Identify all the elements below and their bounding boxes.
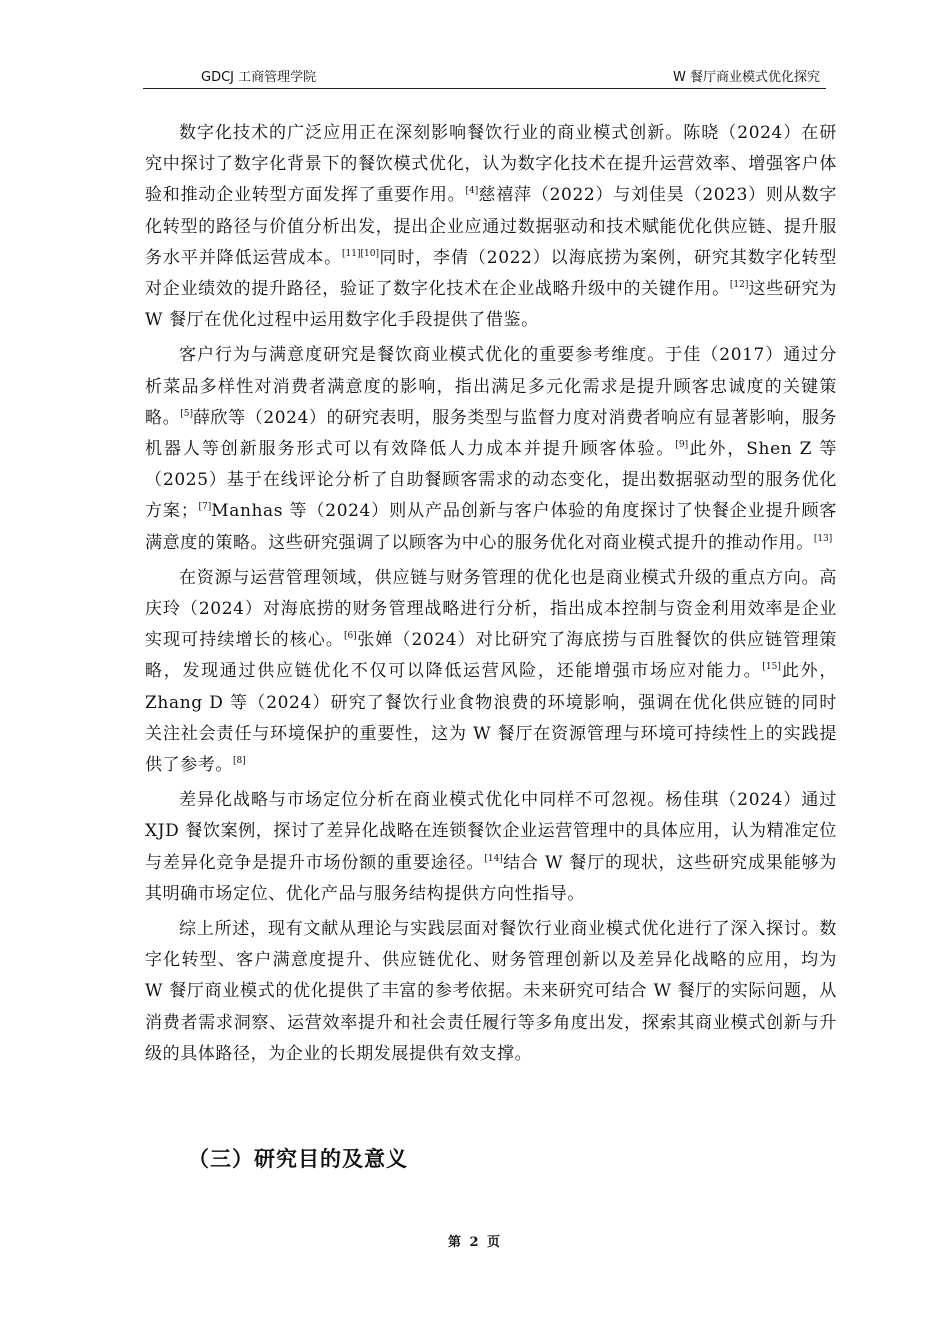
text-segment: 差异化战略与市场定位分析在商业模式优化中同样不可忽视。杨佳琪（2024）通过 XJD 餐饮案例，探讨了差异化战略在连锁餐饮企业运营管理中的具体应用，认为精准定位与差异化竞争是提升市场份额的重要途径。: [145, 790, 837, 873]
page-number: 第 2 页: [447, 1235, 503, 1250]
text-segment: 薛欣等（2024）的研究表明，服务类型与监督力度对消费者响应有显著影响，服务机器人等创新服务形式可以有效降低人力成本并提升顾客体验。: [145, 407, 838, 460]
citation: [13]: [813, 533, 833, 544]
citation: [4]: [465, 186, 479, 197]
citation: [12]: [729, 280, 749, 291]
text-segment: 此外，Shen Z 等（2025）基于在线评论分析了自助餐顾客需求的动态变化，提出数据驱动型的服务优化方案；: [145, 439, 837, 522]
paragraph-supply-chain: [145, 563, 837, 781]
header-paper-title: W 餐厅商业模式优化探究: [673, 70, 820, 85]
citation: [5]: [180, 408, 193, 419]
text-segment: 在资源与运营管理领域，供应链与财务管理的优化也是商业模式升级的重点方向。高庆玲（2024）对海底捞的财务管理战略进行分析，指出成本控制与资金利用效率是企业实现可持续增长的核心。: [145, 567, 837, 651]
citation: [7]: [198, 502, 212, 513]
text-segment: 此外，Zhang D 等（2024）研究了餐饮行业食物浪费的环境影响，强调在优化供应链的同时关注社会责任与环境保护的重要性，这为 W 餐厅在资源管理与环境可持续性上的实践提供了参考。: [145, 661, 837, 776]
text-segment: 同时，李倩（2022）以海底捞为案例，研究其数字化转型对企业绩效的提升路径，验证了数字化技术在企业战略升级中的关键作用。: [145, 247, 837, 300]
text-segment: 张婵（2024）对比研究了海底捞与百胜餐饮的供应链管理策略，发现通过供应链优化不仅可以降低运营风险，还能增强市场应对能力。: [145, 630, 838, 682]
text-segment: 慈禧萍（2022）与刘佳昊（2023）则从数字化转型的路径与价值分析出发，提出企业应通过数据驱动和技术赋能优化供应链、提升服务水平并降低运营成本。: [145, 185, 837, 268]
citation: [11][10]: [342, 248, 379, 259]
paragraph-summary: [145, 914, 837, 1070]
section-heading: （三）研究目的及意义: [188, 1147, 408, 1171]
body-text: [145, 118, 837, 1070]
paragraph-digital: [145, 118, 837, 336]
citation: [8]: [233, 756, 246, 767]
text-segment: 综上所述，现有文献从理论与实践层面对餐饮行业商业模式优化进行了深入探讨。数字化转型、客户满意度提升、供应链优化、财务管理创新以及差异化战略的应用，均为 W 餐厅商业模式的优化提供了丰富的参考依据。未来研究可结合 W 餐厅的实际问题，从消费者需求洞察、运营效率提升和社会责任履行等多角度出发，探索其商业模式创新与升级的具体路径，为企业的长期发展提供有效支撑。: [145, 919, 837, 1064]
citation: [6]: [343, 631, 357, 642]
header-institute: GDCJ 工商管理学院: [201, 70, 317, 85]
text-segment: Manhas 等（2024）则从产品创新与客户体验的角度探讨了快餐企业提升顾客满意度的策略。这些研究强调了以顾客为中心的服务优化对商业模式提升的推动作用。: [145, 501, 837, 553]
paragraph-customer: [145, 340, 837, 558]
citation: [15]: [762, 662, 781, 673]
text-segment: 客户行为与满意度研究是餐饮商业模式优化的重要参考维度。于佳（2017）通过分析菜品多样性对消费者满意度的影响，指出满足多元化需求是提升顾客忠诚度的关键策略。: [145, 345, 837, 428]
page-header: [143, 64, 826, 89]
citation: [9]: [675, 440, 689, 451]
citation: [14]: [484, 853, 503, 864]
text-segment: 数字化技术的广泛应用正在深刻影响餐饮行业的商业模式创新。陈晓（2024）在研究中探讨了数字化背景下的餐饮模式优化，认为数字化技术在提升运营效率、增强客户体验和推动企业转型方面发挥了重要作用。: [145, 123, 837, 206]
text-segment: 结合 W 餐厅的现状，这些研究成果能够为其明确市场定位、优化产品与服务结构提供方向性指导。: [145, 852, 838, 904]
text-segment: 这些研究为 W 餐厅在优化过程中运用数字化手段提供了借鉴。: [145, 279, 837, 331]
paragraph-differentiation: [145, 785, 837, 910]
